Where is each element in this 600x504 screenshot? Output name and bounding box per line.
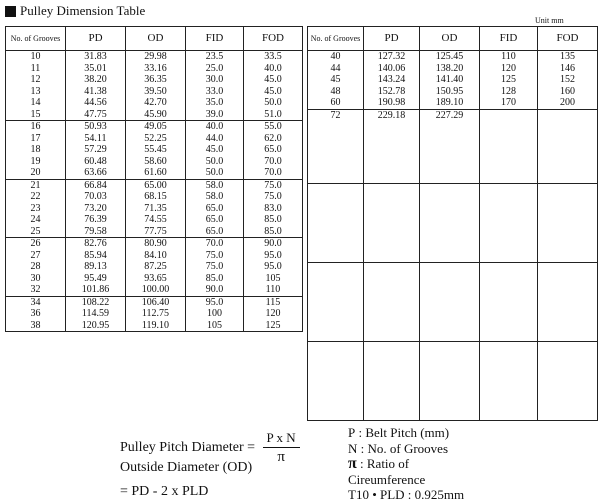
table-cell: 141.40	[420, 74, 480, 86]
table-cell: 17	[30, 132, 41, 144]
table-row	[308, 109, 598, 121]
table-cell: 135	[538, 51, 598, 63]
table-cell: 73.20	[66, 203, 126, 215]
empty-cell	[480, 121, 538, 184]
column-header: FID	[186, 27, 244, 51]
table-cell: 95.0	[244, 250, 303, 262]
table-cell: 65.00	[126, 179, 186, 191]
table-cell: 229.18	[364, 109, 420, 121]
table-cell: 13	[30, 85, 41, 97]
table-cell: 93.65	[126, 273, 186, 285]
empty-cell	[308, 342, 364, 421]
table-cell: 85.0	[244, 226, 303, 238]
fraction-numerator: P x N	[263, 430, 300, 448]
table-row	[6, 121, 303, 133]
empty-cell	[480, 263, 538, 342]
empty-cell	[364, 342, 420, 421]
table-cell: 58.0	[186, 179, 244, 191]
legend-n: N : No. of Grooves	[348, 440, 449, 456]
column-header: FOD	[244, 27, 303, 51]
table-cell: 26	[6, 238, 66, 250]
table-cell: 120.95	[66, 320, 126, 332]
dimension-table-right	[307, 26, 598, 421]
empty-cell	[420, 121, 480, 184]
od-label: Outside Diameter (OD)	[120, 460, 253, 475]
table-cell: 105	[244, 273, 303, 285]
legend-pi-text: : Ratio of	[356, 456, 410, 471]
table-cell: 18	[30, 144, 41, 155]
legend-pi-text-2: Cireumference	[348, 471, 426, 487]
table-cell: 41.38	[66, 86, 126, 98]
table-row	[308, 51, 598, 63]
table-row	[6, 191, 303, 203]
table-cell: 50.0	[186, 156, 244, 168]
table-cell: 25	[30, 225, 41, 237]
table-cell: 40.0	[244, 63, 303, 75]
empty-cell	[308, 263, 364, 342]
table-cell: 119.10	[126, 320, 186, 332]
table-cell: 170	[480, 97, 538, 109]
table-cell: 120	[244, 308, 303, 320]
table-cell: 50.93	[66, 121, 126, 133]
table-cell: 95.0	[186, 296, 244, 308]
table-cell: 125.45	[420, 51, 480, 63]
table-row	[6, 238, 303, 250]
table-cell: 65.0	[186, 203, 244, 215]
od-formula: = PD - 2 x PLD	[120, 484, 209, 499]
table-row	[6, 167, 303, 179]
table-cell: 152	[538, 74, 598, 86]
table-cell: 16	[6, 121, 66, 133]
table-cell: 12	[30, 74, 41, 85]
table-cell: 95.49	[66, 273, 126, 285]
table-cell: 38.20	[66, 74, 126, 86]
table-cell: 45.0	[244, 74, 303, 86]
table-row	[308, 86, 598, 98]
table-cell: 66.84	[66, 179, 126, 191]
table-cell: 84.10	[126, 250, 186, 262]
table-cell: 40.0	[186, 121, 244, 133]
table-row	[6, 296, 303, 308]
table-cell: 55.45	[126, 144, 186, 156]
table-cell: 200	[538, 97, 598, 109]
pitch-fraction	[263, 430, 300, 466]
table-cell: 114.59	[66, 308, 126, 320]
table-cell: 150.95	[420, 86, 480, 98]
table-cell: 45.0	[244, 86, 303, 98]
table-cell: 60	[330, 97, 341, 108]
table-cell: 36	[30, 308, 41, 319]
table-row	[6, 273, 303, 285]
column-header: No. of Grooves	[308, 27, 364, 51]
table-cell	[538, 109, 598, 121]
table-cell: 120	[480, 63, 538, 75]
table-cell: 63.66	[66, 167, 126, 179]
table-cell: 48	[330, 85, 341, 97]
table-row	[6, 226, 303, 238]
table-cell: 33.5	[244, 51, 303, 63]
empty-row	[308, 121, 598, 184]
empty-cell	[538, 121, 598, 184]
table-cell: 14	[30, 97, 41, 108]
table-row	[6, 308, 303, 320]
table-row	[6, 203, 303, 215]
table-cell: 152.78	[364, 86, 420, 98]
table-cell: 55.0	[244, 121, 303, 133]
table-cell: 62.0	[244, 133, 303, 145]
table-cell: 90.0	[244, 238, 303, 250]
table-cell: 31.83	[66, 51, 126, 63]
table-cell: 76.39	[66, 214, 126, 226]
black-square-icon	[5, 6, 16, 17]
title-text: Pulley Dimension Table	[20, 3, 146, 18]
table-cell: 47.75	[66, 109, 126, 121]
table-cell: 50.0	[186, 167, 244, 179]
table-cell: 19	[30, 155, 41, 167]
empty-cell	[364, 184, 420, 263]
table-cell: 143.24	[364, 74, 420, 86]
table-row	[6, 261, 303, 273]
table-cell: 85.0	[244, 214, 303, 226]
table-cell: 70.03	[66, 191, 126, 203]
table-cell: 10	[30, 51, 41, 62]
table-cell: 110	[480, 51, 538, 63]
table-cell: 20	[30, 167, 41, 178]
table-cell: 52.25	[126, 133, 186, 145]
table-cell: 58.0	[186, 191, 244, 203]
table-row	[6, 284, 303, 296]
empty-cell	[420, 184, 480, 263]
dimension-table-left	[5, 26, 303, 332]
table-cell: 35.0	[186, 97, 244, 109]
table-cell: 44.0	[186, 133, 244, 145]
table-cell: 189.10	[420, 97, 480, 109]
table-cell: 30.0	[186, 74, 244, 86]
table-cell: 45.0	[186, 144, 244, 156]
table-row	[6, 144, 303, 156]
legend-pi	[348, 456, 464, 472]
table-cell: 42.70	[126, 97, 186, 109]
table-cell: 11	[30, 62, 41, 74]
table-cell: 65.0	[244, 144, 303, 156]
table-cell: 82.76	[66, 238, 126, 250]
table-cell: 44	[330, 62, 341, 74]
table-cell: 70.0	[244, 167, 303, 179]
empty-row	[308, 263, 598, 342]
legend-t10: T10 • PLD : 0.925mm	[348, 487, 465, 502]
column-header: OD	[126, 27, 186, 51]
table-row	[6, 63, 303, 75]
table-cell: 190.98	[364, 97, 420, 109]
table-cell: 23.5	[186, 51, 244, 63]
table-cell: 44.56	[66, 97, 126, 109]
table-row	[308, 74, 598, 86]
table-row	[6, 214, 303, 226]
table-cell: 160	[538, 86, 598, 98]
table-cell	[480, 109, 538, 121]
table-cell: 79.58	[66, 226, 126, 238]
table-cell: 115	[244, 296, 303, 308]
table-cell: 23	[30, 202, 41, 214]
table-cell: 146	[538, 63, 598, 75]
table-cell: 45.90	[126, 109, 186, 121]
table-cell: 128	[480, 86, 538, 98]
table-cell: 101.86	[66, 284, 126, 296]
table-row	[308, 97, 598, 109]
empty-cell	[480, 342, 538, 421]
table-cell: 87.25	[126, 261, 186, 273]
table-cell: 71.35	[126, 203, 186, 215]
unit-label: Unit mm	[535, 16, 564, 25]
table-cell: 27	[30, 249, 41, 261]
table-cell: 85.94	[66, 250, 126, 262]
table-cell: 36.35	[126, 74, 186, 86]
table-cell: 22	[30, 191, 41, 202]
table-cell: 28	[30, 261, 41, 272]
formula-legend	[348, 425, 464, 503]
table-header-row	[308, 27, 598, 51]
empty-cell	[308, 121, 364, 184]
table-cell: 75.0	[244, 179, 303, 191]
table-cell: 227.29	[420, 109, 480, 121]
table-cell: 33.0	[186, 86, 244, 98]
table-cell: 54.11	[66, 133, 126, 145]
table-cell: 40	[330, 51, 341, 62]
table-cell: 50.0	[244, 97, 303, 109]
table-cell: 75.0	[244, 191, 303, 203]
table-row	[6, 86, 303, 98]
table-cell: 106.40	[126, 296, 186, 308]
empty-cell	[420, 342, 480, 421]
table-cell: 15	[30, 108, 41, 120]
table-cell: 70.0	[186, 238, 244, 250]
empty-cell	[420, 263, 480, 342]
table-cell: 65.0	[186, 226, 244, 238]
table-cell: 100	[186, 308, 244, 320]
table-row	[6, 74, 303, 86]
table-row	[308, 63, 598, 75]
table-row	[6, 320, 303, 332]
table-cell: 49.05	[126, 121, 186, 133]
table-cell: 61.60	[126, 167, 186, 179]
table-cell: 95.0	[244, 261, 303, 273]
fraction-denominator: π	[277, 449, 285, 465]
table-cell: 108.22	[66, 296, 126, 308]
table-row	[6, 109, 303, 121]
table-cell: 125	[244, 320, 303, 332]
table-cell: 127.32	[364, 51, 420, 63]
table-header-row	[6, 27, 303, 51]
table-cell: 29.98	[126, 51, 186, 63]
table-cell: 60.48	[66, 156, 126, 168]
table-cell: 89.13	[66, 261, 126, 273]
pitch-diameter-label: Pulley Pitch Diameter =	[120, 440, 256, 456]
table-cell: 38	[30, 319, 41, 331]
legend-p: P : Belt Pitch (mm)	[348, 425, 450, 440]
table-row	[6, 250, 303, 262]
empty-row	[308, 342, 598, 421]
table-cell: 57.29	[66, 144, 126, 156]
empty-cell	[308, 184, 364, 263]
column-header: FOD	[538, 27, 598, 51]
column-header: FID	[480, 27, 538, 51]
table-cell: 90.0	[186, 284, 244, 296]
table-cell: 75.0	[186, 250, 244, 262]
table-cell: 75.0	[186, 261, 244, 273]
table-cell: 65.0	[186, 214, 244, 226]
empty-cell	[364, 263, 420, 342]
empty-cell	[538, 184, 598, 263]
table-cell: 74.55	[126, 214, 186, 226]
table-row	[6, 156, 303, 168]
table-cell: 34	[6, 296, 66, 308]
pi-symbol: π	[348, 455, 357, 472]
empty-cell	[480, 184, 538, 263]
table-row	[6, 51, 303, 63]
table-cell: 72	[308, 109, 364, 121]
page-title	[5, 3, 145, 19]
empty-cell	[538, 342, 598, 421]
table-cell: 110	[244, 284, 303, 296]
table-cell: 33.16	[126, 63, 186, 75]
column-header: No. of Grooves	[6, 27, 66, 51]
table-cell: 80.90	[126, 238, 186, 250]
table-cell: 51.0	[244, 109, 303, 121]
table-cell: 35.01	[66, 63, 126, 75]
empty-cell	[364, 121, 420, 184]
empty-row	[308, 184, 598, 263]
table-row	[6, 133, 303, 145]
column-header: PD	[66, 27, 126, 51]
table-cell: 125	[480, 74, 538, 86]
table-cell: 77.75	[126, 226, 186, 238]
table-cell: 140.06	[364, 63, 420, 75]
table-row	[6, 179, 303, 191]
table-cell: 45	[330, 74, 341, 85]
table-row	[6, 97, 303, 109]
table-cell: 24	[30, 214, 41, 225]
empty-cell	[538, 263, 598, 342]
table-cell: 83.0	[244, 203, 303, 215]
table-cell: 39.50	[126, 86, 186, 98]
table-cell: 105	[186, 320, 244, 332]
table-cell: 85.0	[186, 273, 244, 285]
table-cell: 39.0	[186, 109, 244, 121]
table-cell: 70.0	[244, 156, 303, 168]
column-header: PD	[364, 27, 420, 51]
column-header: OD	[420, 27, 480, 51]
table-cell: 58.60	[126, 156, 186, 168]
table-cell: 30	[30, 272, 41, 284]
table-cell: 138.20	[420, 63, 480, 75]
table-cell: 25.0	[186, 63, 244, 75]
table-cell: 100.00	[126, 284, 186, 296]
table-cell: 112.75	[126, 308, 186, 320]
table-cell: 32	[30, 284, 41, 295]
table-cell: 68.15	[126, 191, 186, 203]
table-cell: 21	[6, 179, 66, 191]
